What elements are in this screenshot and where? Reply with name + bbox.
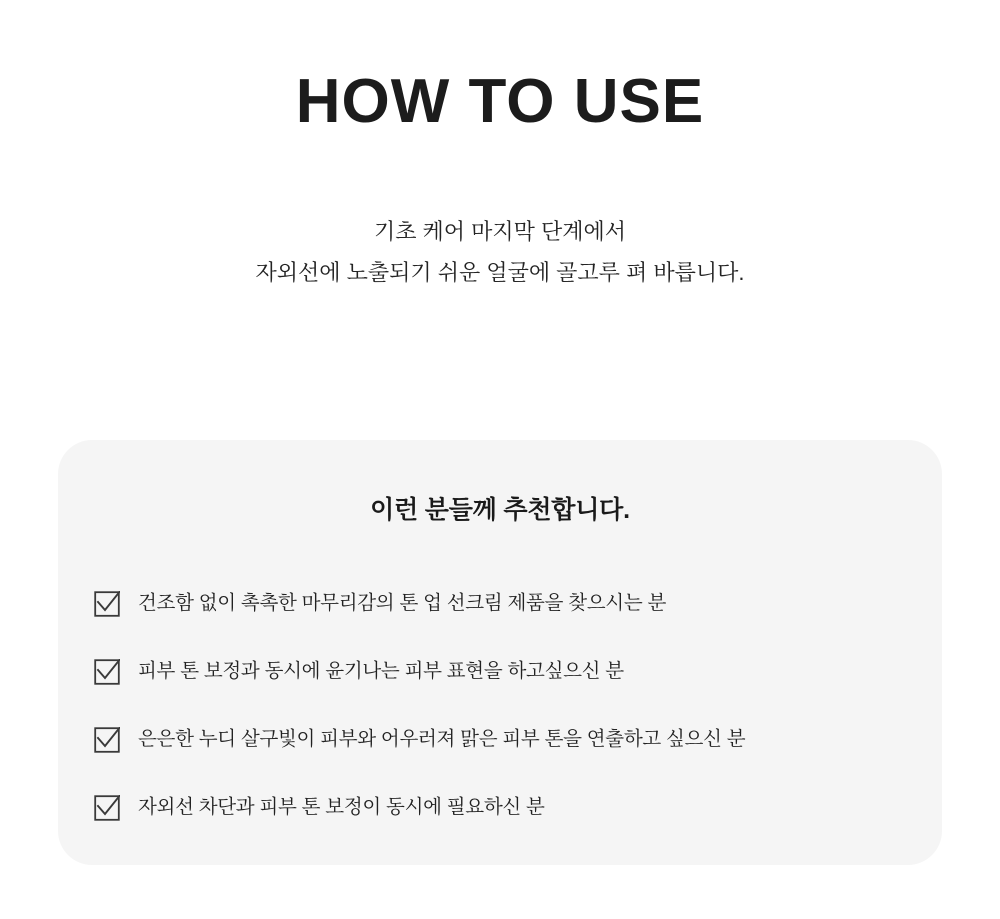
list-item-label: 피부 톤 보정과 동시에 윤기나는 피부 표현을 하고싶으신 분 [138, 660, 624, 683]
list-item [58, 774, 942, 842]
list-item-label: 은은한 누디 살구빛이 피부와 어우러져 맑은 피부 톤을 연출하고 싶으신 분 [138, 728, 746, 751]
list-item-label: 건조함 없이 촉촉한 마무리감의 톤 업 선크림 제품을 찾으시는 분 [138, 592, 667, 615]
recommendation-card [58, 440, 942, 865]
recommendation-list [58, 526, 942, 842]
list-item [58, 706, 942, 774]
list-item [58, 638, 942, 706]
list-item [58, 570, 942, 638]
checkbox-checked-icon [94, 659, 120, 685]
recommendation-title: 이런 분들께 추천합니다. [370, 496, 630, 524]
page-title: HOW TO USE [295, 67, 705, 136]
checkbox-checked-icon [94, 591, 120, 617]
checkbox-checked-icon [94, 727, 120, 753]
intro-line-2: 자외선에 노출되기 쉬운 얼굴에 골고루 펴 바릅니다. [255, 259, 745, 285]
intro-paragraph [0, 136, 1000, 293]
intro-line-1: 기초 케어 마지막 단계에서 [373, 219, 627, 245]
list-item-label: 자외선 차단과 피부 톤 보정이 동시에 필요하신 분 [138, 796, 545, 819]
checkbox-checked-icon [94, 795, 120, 821]
